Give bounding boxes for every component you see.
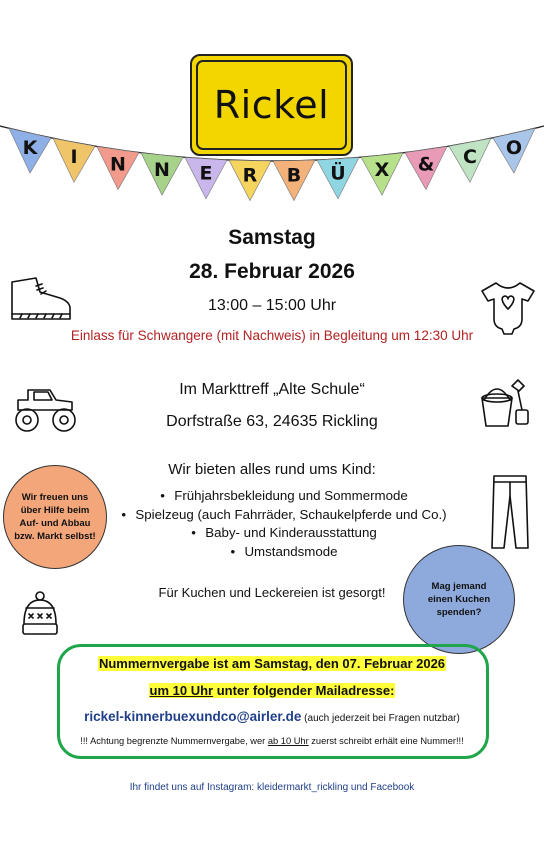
bunting-letter: K: [22, 137, 38, 160]
trousers-icon: [488, 472, 532, 552]
number-time-line: [0, 683, 544, 698]
bunting-letter: E: [199, 162, 213, 185]
contact-email[interactable]: rickel-kinnerbuexundco@airler.de: [84, 709, 302, 724]
bunting-letter: R: [242, 164, 258, 187]
venue-name: Im Markttreff „Alte Schule“: [179, 381, 365, 398]
town-sign-label: Rickel: [213, 83, 330, 127]
bunting-letter: N: [110, 153, 126, 176]
event-date: 28. Februar 2026: [189, 260, 355, 283]
warning-text-c: zuerst schreibt erhält eine Nummer!!!: [308, 736, 464, 746]
help-wanted-bubble: [3, 465, 107, 569]
warning-text-a: !!! Achtung begrenzte Nummernvergabe, wer: [80, 736, 268, 746]
event-time: 13:00 – 15:00 Uhr: [207, 297, 337, 314]
cake-donation-text: Mag jemand einen Kuchen spenden?: [427, 581, 491, 618]
limited-numbers-warning: [0, 736, 544, 746]
offer-item: • Baby- und Kinderausstattung: [126, 524, 456, 543]
bunting-letter: &: [417, 153, 435, 176]
email-line: [0, 709, 544, 724]
offer-item: • Frühjahrsbekleidung und Sommermode: [126, 487, 456, 506]
bunting-letter: B: [286, 164, 302, 187]
number-date-line: [0, 656, 544, 671]
bunting-letter: Ü: [330, 162, 346, 185]
bunting-letter: O: [505, 137, 523, 160]
bunting-garland: [0, 118, 544, 228]
offer-item: • Spielzeug (auch Fahrräder, Schaukelpferde und Co.): [126, 506, 456, 525]
bunting-letter: X: [374, 159, 390, 182]
event-day: Samstag: [228, 226, 316, 249]
email-note: (auch jederzeit bei Fragen nutzbar): [301, 713, 460, 724]
food-note: Für Kuchen und Leckereien ist gesorgt!: [158, 585, 386, 600]
number-time-text: um 10 Uhr: [149, 683, 214, 698]
offer-item: • Umstandsmode: [126, 543, 456, 562]
cake-donation-bubble: [403, 545, 515, 654]
offer-heading: Wir bieten alles rund ums Kind:: [168, 461, 376, 478]
number-date-text: Nummernvergabe ist am Samstag, den 07. Februar 2026: [98, 656, 446, 671]
warning-text-b: ab 10 Uhr: [267, 736, 309, 746]
early-entry-note: Einlass für Schwangere (mit Nachweis) in Begleitung um 12:30 Uhr: [70, 328, 474, 343]
venue-address: Dorfstraße 63, 24635 Rickling: [166, 413, 378, 430]
help-wanted-text: Wir freuen uns über Hilfe beim Auf- und Abbau bzw. Markt selbst!: [14, 492, 96, 542]
bunting-letter: N: [154, 159, 170, 182]
social-media-note: Ihr findet uns auf Instagram: kleidermarkt_rickling und Facebook: [129, 782, 415, 793]
bunting-letter: C: [463, 146, 477, 169]
bunting-letter: I: [70, 146, 78, 169]
offer-list: [126, 487, 456, 561]
number-mail-intro: unter folgender Mailadresse:: [213, 683, 395, 698]
